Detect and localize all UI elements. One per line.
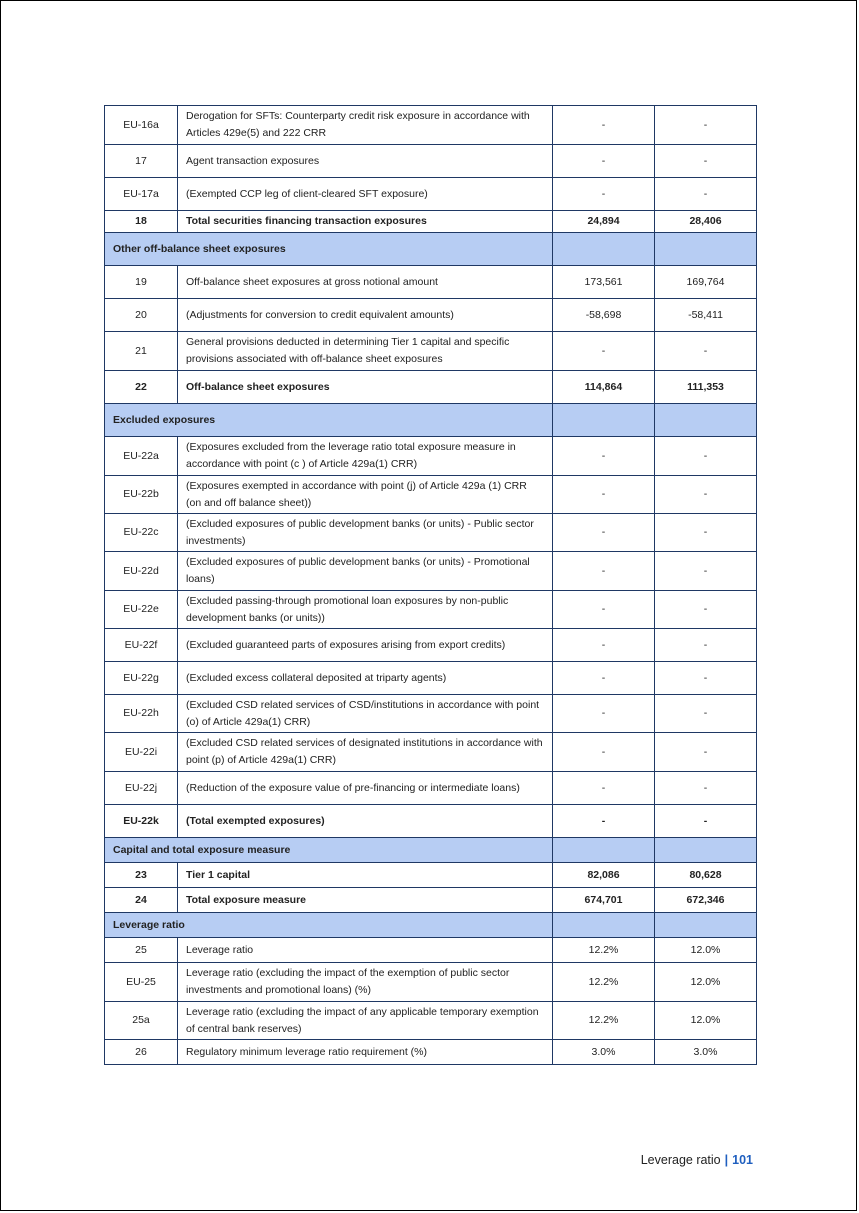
row-value-current-cell: - (553, 772, 655, 805)
row-value-prior-cell: - (655, 805, 757, 838)
footer-section-label: Leverage ratio (640, 1153, 721, 1167)
row-ref-cell: EU-22h (105, 695, 178, 733)
row-description-cell: (Exempted CCP leg of client-cleared SFT exposure) (178, 178, 553, 211)
row-description-cell: (Excluded excess collateral deposited at triparty agents) (178, 662, 553, 695)
section-empty-cell (553, 913, 655, 938)
row-description-cell: Total securities financing transaction exposures (178, 211, 553, 233)
row-description-cell: (Excluded guaranteed parts of exposures arising from export credits) (178, 629, 553, 662)
table-row (105, 476, 757, 514)
row-value-prior-cell: - (655, 178, 757, 211)
section-empty-cell (655, 838, 757, 863)
row-value-prior-cell: 80,628 (655, 863, 757, 888)
row-value-current-cell: 82,086 (553, 863, 655, 888)
table-row (105, 695, 757, 733)
row-value-current-cell: - (553, 437, 655, 476)
row-ref-cell: 18 (105, 211, 178, 233)
row-value-prior-cell: 12.0% (655, 1002, 757, 1040)
row-value-prior-cell: - (655, 733, 757, 772)
section-empty-cell (553, 838, 655, 863)
row-description-cell: (Reduction of the exposure value of pre-financing or intermediate loans) (178, 772, 553, 805)
page-number: 101 (732, 1153, 753, 1167)
row-description-cell: (Total exempted exposures) (178, 805, 553, 838)
row-description-cell: (Adjustments for conversion to credit equivalent amounts) (178, 299, 553, 332)
row-value-prior-cell: - (655, 629, 757, 662)
row-ref-cell: EU-22d (105, 552, 178, 591)
row-value-current-cell: - (553, 695, 655, 733)
section-empty-cell (655, 913, 757, 938)
section-title: Other off-balance sheet exposures (105, 233, 553, 266)
row-description-cell: (Excluded CSD related services of CSD/institutions in accordance with point (o) of Article 429a(1) CRR) (178, 695, 553, 733)
row-ref-cell: 21 (105, 332, 178, 371)
row-ref-cell: EU-22k (105, 805, 178, 838)
table-row (105, 1040, 757, 1065)
row-value-current-cell: - (553, 733, 655, 772)
row-description-cell: (Excluded exposures of public development banks (or units) - Promotional loans) (178, 552, 553, 591)
row-value-prior-cell: 28,406 (655, 211, 757, 233)
row-ref-cell: EU-22g (105, 662, 178, 695)
row-value-current-cell: 173,561 (553, 266, 655, 299)
row-value-current-cell: - (553, 514, 655, 552)
table-row (105, 552, 757, 591)
row-value-prior-cell: - (655, 514, 757, 552)
section-title: Excluded exposures (105, 404, 553, 437)
row-value-prior-cell: - (655, 476, 757, 514)
row-ref-cell: EU-22c (105, 514, 178, 552)
row-ref-cell: EU-22f (105, 629, 178, 662)
table-row (105, 437, 757, 476)
row-value-current-cell: 3.0% (553, 1040, 655, 1065)
row-value-current-cell: - (553, 178, 655, 211)
row-ref-cell: 25a (105, 1002, 178, 1040)
table-row (105, 299, 757, 332)
row-description-cell: Leverage ratio (178, 938, 553, 963)
row-description-cell: Leverage ratio (excluding the impact of any applicable temporary exemption of central bank reserves) (178, 1002, 553, 1040)
row-ref-cell: 19 (105, 266, 178, 299)
section-header-row (105, 404, 757, 437)
row-value-prior-cell: - (655, 332, 757, 371)
row-value-prior-cell: - (655, 106, 757, 145)
table-row (105, 938, 757, 963)
row-ref-cell: 22 (105, 371, 178, 404)
row-value-current-cell: 674,701 (553, 888, 655, 913)
footer-separator: | (724, 1153, 729, 1167)
table-row (105, 733, 757, 772)
row-ref-cell: EU-25 (105, 963, 178, 1002)
row-value-prior-cell: - (655, 772, 757, 805)
row-description-cell: (Excluded CSD related services of designated institutions in accordance with point (p) of Article 429a(1) CRR) (178, 733, 553, 772)
row-value-current-cell: 114,864 (553, 371, 655, 404)
row-value-prior-cell: 12.0% (655, 938, 757, 963)
row-value-current-cell: - (553, 629, 655, 662)
row-value-prior-cell: -58,411 (655, 299, 757, 332)
total-row (105, 888, 757, 913)
row-value-prior-cell: 12.0% (655, 963, 757, 1002)
row-ref-cell: 24 (105, 888, 178, 913)
row-value-current-cell: -58,698 (553, 299, 655, 332)
row-value-current-cell: 12.2% (553, 938, 655, 963)
row-ref-cell: 23 (105, 863, 178, 888)
total-row (105, 371, 757, 404)
leverage-ratio-table (104, 105, 757, 1065)
table-row (105, 629, 757, 662)
table-row (105, 266, 757, 299)
row-value-prior-cell: 169,764 (655, 266, 757, 299)
table-row (105, 514, 757, 552)
total-row (105, 863, 757, 888)
row-value-prior-cell: - (655, 552, 757, 591)
row-description-cell: Derogation for SFTs: Counterparty credit risk exposure in accordance with Articles 429e(5) and 222 CRR (178, 106, 553, 145)
row-ref-cell: 25 (105, 938, 178, 963)
section-empty-cell (553, 404, 655, 437)
row-description-cell: (Excluded exposures of public development banks (or units) - Public sector investments) (178, 514, 553, 552)
row-description-cell: Off-balance sheet exposures (178, 371, 553, 404)
section-header-row (105, 913, 757, 938)
row-ref-cell: EU-16a (105, 106, 178, 145)
table-row (105, 662, 757, 695)
row-ref-cell: 17 (105, 145, 178, 178)
row-value-current-cell: 12.2% (553, 963, 655, 1002)
table-row (105, 1002, 757, 1040)
row-description-cell: (Exposures excluded from the leverage ratio total exposure measure in accordance with point (c ) of Article 429a(1) CRR) (178, 437, 553, 476)
row-value-prior-cell: 3.0% (655, 1040, 757, 1065)
total-row (105, 211, 757, 233)
row-ref-cell: EU-22i (105, 733, 178, 772)
row-description-cell: Leverage ratio (excluding the impact of the exemption of public sector investments and promotional loans) (%) (178, 963, 553, 1002)
section-header-row (105, 838, 757, 863)
section-title: Capital and total exposure measure (105, 838, 553, 863)
table-row (105, 145, 757, 178)
row-value-current-cell: - (553, 552, 655, 591)
table-row (105, 332, 757, 371)
row-description-cell: (Exposures exempted in accordance with point (j) of Article 429a (1) CRR (on and off balance sheet)) (178, 476, 553, 514)
row-value-current-cell: - (553, 332, 655, 371)
row-value-current-cell: 24,894 (553, 211, 655, 233)
row-description-cell: Tier 1 capital (178, 863, 553, 888)
section-title: Leverage ratio (105, 913, 553, 938)
section-empty-cell (655, 404, 757, 437)
row-value-prior-cell: - (655, 437, 757, 476)
table-row (105, 106, 757, 145)
row-value-prior-cell: - (655, 145, 757, 178)
row-value-prior-cell: 672,346 (655, 888, 757, 913)
row-ref-cell: EU-22e (105, 591, 178, 629)
row-ref-cell: EU-22a (105, 437, 178, 476)
row-description-cell: Agent transaction exposures (178, 145, 553, 178)
row-value-current-cell: - (553, 591, 655, 629)
row-ref-cell: EU-22j (105, 772, 178, 805)
row-ref-cell: 20 (105, 299, 178, 332)
row-description-cell: (Excluded passing-through promotional loan exposures by non-public development banks (or units)) (178, 591, 553, 629)
row-description-cell: Off-balance sheet exposures at gross notional amount (178, 266, 553, 299)
table-row (105, 963, 757, 1002)
row-value-current-cell: - (553, 106, 655, 145)
row-ref-cell: 26 (105, 1040, 178, 1065)
table-row (105, 591, 757, 629)
row-description-cell: Regulatory minimum leverage ratio requirement (%) (178, 1040, 553, 1065)
section-empty-cell (553, 233, 655, 266)
row-value-current-cell: - (553, 145, 655, 178)
row-description-cell: General provisions deducted in determining Tier 1 capital and specific provisions associated with off-balance sheet exposures (178, 332, 553, 371)
page-footer (641, 1153, 753, 1167)
row-ref-cell: EU-22b (105, 476, 178, 514)
row-value-current-cell: - (553, 805, 655, 838)
section-empty-cell (655, 233, 757, 266)
row-ref-cell: EU-17a (105, 178, 178, 211)
total-row (105, 805, 757, 838)
row-description-cell: Total exposure measure (178, 888, 553, 913)
table-row (105, 178, 757, 211)
row-value-current-cell: - (553, 476, 655, 514)
row-value-prior-cell: - (655, 591, 757, 629)
row-value-prior-cell: - (655, 695, 757, 733)
row-value-current-cell: - (553, 662, 655, 695)
table-row (105, 772, 757, 805)
row-value-current-cell: 12.2% (553, 1002, 655, 1040)
section-header-row (105, 233, 757, 266)
row-value-prior-cell: 111,353 (655, 371, 757, 404)
row-value-prior-cell: - (655, 662, 757, 695)
